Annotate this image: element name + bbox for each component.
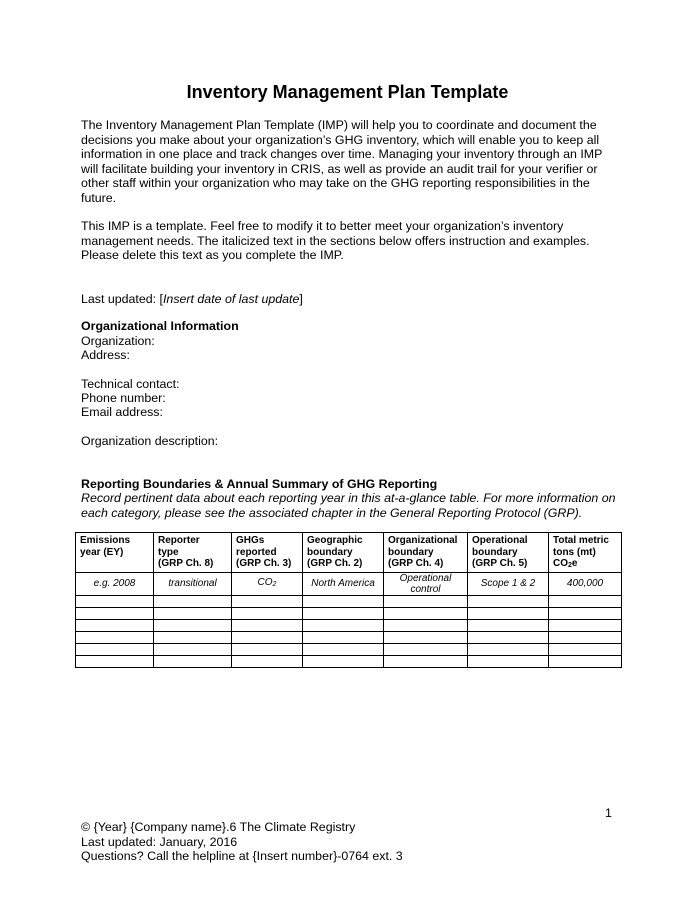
table-row	[76, 655, 622, 667]
table-cell[interactable]	[154, 619, 232, 631]
last-updated-placeholder[interactable]: Insert date of last update	[162, 292, 300, 306]
header-total-metric-tons: Total metric tons (mt) $CO_2e$	[549, 533, 622, 573]
table-cell[interactable]	[303, 631, 384, 643]
table-cell[interactable]	[232, 643, 303, 655]
example-ghgs[interactable]: $CO_2$	[232, 572, 303, 595]
reporting-heading: Reporting Boundaries & Annual Summary of GHG Reporting	[81, 477, 438, 491]
organization-field[interactable]: Organization:	[81, 334, 155, 348]
table-cell[interactable]	[384, 607, 468, 619]
organization-description-field[interactable]: Organization description:	[81, 434, 219, 448]
table-cell[interactable]	[384, 655, 468, 667]
example-geographic[interactable]: North America	[303, 572, 384, 595]
footer-copyright: © {Year} {Company name}.6 The Climate Registry	[81, 820, 356, 834]
example-row	[76, 572, 622, 595]
table-cell[interactable]	[549, 619, 622, 631]
last-updated-line	[81, 292, 303, 307]
footer	[81, 820, 403, 864]
reporting-instruction: Record pertinent data about each reporting year in this at-a-glance table. For more information on each category, please see the associated chapter in the General Reporting Protocol (GRP).	[81, 491, 616, 520]
page-number: 1	[605, 806, 612, 820]
example-organizational[interactable]: Operational control	[384, 572, 468, 595]
table-header-row	[76, 533, 622, 573]
table-cell[interactable]	[468, 631, 549, 643]
email-address-field[interactable]: Email address:	[81, 405, 163, 419]
header-reporter-type: Reporter type (GRP Ch. 8)	[154, 533, 232, 573]
table-cell[interactable]	[232, 595, 303, 607]
table-cell[interactable]	[468, 643, 549, 655]
table-row	[76, 595, 622, 607]
table-cell[interactable]	[549, 631, 622, 643]
table-cell[interactable]	[468, 619, 549, 631]
table-cell[interactable]	[303, 643, 384, 655]
table-cell[interactable]	[468, 655, 549, 667]
table-cell[interactable]	[232, 655, 303, 667]
table-cell[interactable]	[76, 595, 154, 607]
example-year[interactable]: e.g. 2008	[76, 572, 154, 595]
table-cell[interactable]	[303, 619, 384, 631]
table-cell[interactable]	[232, 631, 303, 643]
header-geographic-boundary: Geographic boundary (GRP Ch. 2)	[303, 533, 384, 573]
table-cell[interactable]	[384, 595, 468, 607]
table-cell[interactable]	[76, 643, 154, 655]
phone-number-field[interactable]: Phone number:	[81, 391, 166, 405]
footer-last-updated: Last updated: January, 2016	[81, 834, 238, 849]
header-organizational-boundary: Organizational boundary (GRP Ch. 4)	[384, 533, 468, 573]
table-cell[interactable]	[303, 595, 384, 607]
example-total[interactable]: 400,000	[549, 572, 622, 595]
table-cell[interactable]	[468, 595, 549, 607]
header-emissions-year: Emissions year (EY)	[76, 533, 154, 573]
table-cell[interactable]	[154, 631, 232, 643]
address-field[interactable]: Address:	[81, 348, 130, 362]
last-updated-close: ]	[299, 292, 303, 306]
table-cell[interactable]	[232, 607, 303, 619]
table-cell[interactable]	[303, 607, 384, 619]
table-row	[76, 643, 622, 655]
table-cell[interactable]	[549, 655, 622, 667]
document-title: Inventory Management Plan Template	[186, 82, 509, 102]
last-updated-label: Last updated: [	[81, 292, 163, 306]
table-cell[interactable]	[154, 655, 232, 667]
template-note-paragraph: This IMP is a template. Feel free to modify it to better meet your organization’s inventory management needs. The italicized text in the sections below offers instruction and examples. Please delete this text as you complete the IMP.	[81, 219, 590, 263]
header-ghgs-reported: GHGs reported (GRP Ch. 3)	[232, 533, 303, 573]
example-reporter-type[interactable]: transitional	[154, 572, 232, 595]
ghg-summary-table	[75, 532, 622, 668]
org-info-heading: Organizational Information	[81, 319, 239, 333]
table-row	[76, 619, 622, 631]
table-cell[interactable]	[384, 643, 468, 655]
header-operational-boundary: Operational boundary (GRP Ch. 5)	[468, 533, 549, 573]
intro-paragraph: The Inventory Management Plan Template (IMP) will help you to coordinate and document the decisions you make about your organization’s GHG inventory, which will enable you to keep all information in one place and track changes over time. Managing your inventory through an IMP will facilitate building your inventory in CRIS, as well as provide an audit trail for your verifier or other staff within your organization who may take on the GHG reporting responsibilities in the future.	[81, 118, 603, 205]
technical-contact-field[interactable]: Technical contact:	[81, 377, 180, 391]
table-cell[interactable]	[549, 643, 622, 655]
table-row	[76, 631, 622, 643]
table-cell[interactable]	[384, 619, 468, 631]
table-cell[interactable]	[76, 607, 154, 619]
table-cell[interactable]	[384, 631, 468, 643]
table-cell[interactable]	[154, 595, 232, 607]
table-cell[interactable]	[468, 607, 549, 619]
table-cell[interactable]	[76, 619, 154, 631]
table-cell[interactable]	[76, 631, 154, 643]
table-row	[76, 607, 622, 619]
table-cell[interactable]	[154, 607, 232, 619]
table-cell[interactable]	[154, 643, 232, 655]
table-cell[interactable]	[549, 595, 622, 607]
footer-helpline: Questions? Call the helpline at {Insert number}-0764 ext. 3	[81, 849, 403, 864]
example-operational[interactable]: Scope 1 & 2	[468, 572, 549, 595]
table-cell[interactable]	[303, 655, 384, 667]
table-cell[interactable]	[76, 655, 154, 667]
table-cell[interactable]	[232, 619, 303, 631]
table-cell[interactable]	[549, 607, 622, 619]
